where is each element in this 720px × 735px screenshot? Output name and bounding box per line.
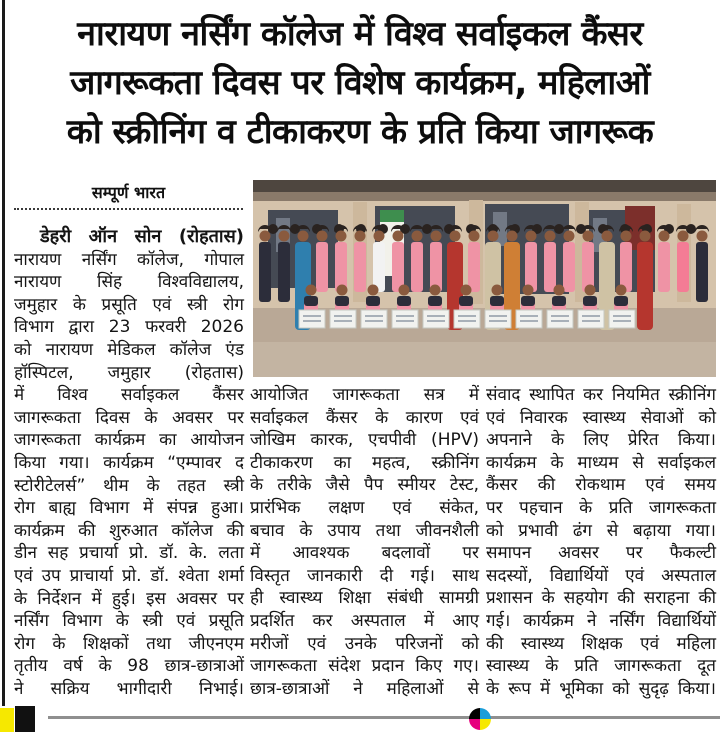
bottom-rule [48, 716, 720, 719]
body-line: टीकाकरण का महत्व, स्क्रीनिंग [250, 452, 479, 473]
body-line: डीन सह प्रचार्या प्रो. डॉ. के. लता [14, 543, 244, 564]
body-line: प्रशासन के सहयोग की सराहना की [486, 588, 716, 609]
print-mark-yellow [0, 708, 14, 732]
dateline: डेहरी ऑन सोन (रोहतास) [40, 226, 244, 247]
headline-line: जागरूकता दिवस पर विशेष कार्यक्रम, महिलाओं [70, 63, 650, 103]
body-line: जागरूकता संदेश प्रदान किए गए। [250, 656, 479, 677]
body-line: छात्र-छात्राओं ने महिलाओं से [250, 678, 479, 699]
article-column-left-lines [14, 249, 244, 701]
body-line: हॉस्पिटल, जमुहार (रोहतास) [14, 362, 244, 383]
body-line: के निर्देशन में हुई। इस अवसर पर [14, 588, 244, 609]
body-line: नारायण नर्सिंग कॉलेज, गोपाल [14, 249, 244, 270]
body-line: जोखिम कारक, एचपीवी (HPV) [250, 430, 479, 451]
article-column-right [486, 384, 716, 700]
body-line: ही स्वास्थ्य शिक्षा संबंधी सामग्री [250, 588, 479, 609]
body-line: के रूप में भूमिका को सुदृढ़ किया। [486, 678, 716, 699]
article-column-left [14, 226, 244, 700]
body-line: प्रदर्शित कर अस्पताल में आए [250, 610, 479, 631]
headline-line: नारायण नर्सिंग कॉलेज में विश्व सर्वाइकल कैंसर [77, 14, 643, 54]
body-line: किया गया। कार्यक्रम “एम्पावर द [14, 452, 244, 473]
article-column-middle [250, 384, 479, 700]
body-line: जमुहार के प्रसूति एवं स्त्री रोग [14, 294, 244, 315]
body-line: एवं उप प्राचार्या प्रो. डॉ. श्वेता शर्मा [14, 565, 244, 586]
newspaper-name: सम्पूर्ण भारत [91, 183, 166, 202]
body-line: विभाग द्वारा 23 फरवरी 2026 [14, 317, 244, 338]
print-mark-black [15, 706, 35, 732]
body-line: कार्यक्रम के माध्यम से सर्वाइकल [486, 452, 716, 473]
body-line: गई। कार्यक्रम ने नर्सिंग विद्यार्थियों [486, 610, 716, 631]
body-line: के तरीके जैसे पैप स्मीयर टेस्ट, [250, 475, 479, 496]
body-line: को प्रभावी ढंग से बढ़ाया गया। [486, 520, 716, 541]
body-line: समापन अवसर पर फैकल्टी [486, 543, 716, 564]
body-line: नारायण सिंह विश्वविद्यालय, [14, 272, 244, 293]
article-photo [253, 180, 716, 377]
body-line: कैंसर की रोकथाम एवं समय [486, 475, 716, 496]
body-line: स्टोरीटेलर्स” थीम के तहत स्त्री [14, 475, 244, 496]
body-line: अपनाने के लिए प्रेरित किया। [486, 430, 716, 451]
body-line: नर्सिंग विभाग के स्त्री एवं प्रसूति [14, 611, 244, 632]
body-line: स्वास्थ्य के प्रति जागरूकता दूत [486, 656, 716, 677]
headline-line: को स्क्रीनिंग व टीकाकरण के प्रति किया जागरूक [66, 112, 654, 152]
body-line: सर्वाइकल कैंसर के कारण एवं [250, 407, 479, 428]
article-headline [8, 10, 712, 157]
body-line: एवं निवारक स्वास्थ्य सेवाओं को [486, 407, 716, 428]
body-line: की स्वास्थ्य शिक्षक एवं महिला [486, 633, 716, 654]
page-edge-rule [2, 0, 5, 706]
body-line: में विश्व सर्वाइकल कैंसर [14, 385, 244, 406]
body-line: जागरूकता कार्यक्रम का आयोजन [14, 430, 244, 451]
byline-separator [14, 196, 243, 210]
body-line: तृतीय वर्ष के 98 छात्र-छात्राओं [14, 656, 244, 677]
body-line: बचाव के उपाय तथा जीवनशैली [250, 520, 479, 541]
body-line: मरीजों एवं उनके परिजनों को [250, 633, 479, 654]
body-line: सदस्यों, विद्यार्थियों एवं अस्पताल [486, 565, 716, 586]
body-line: प्रारंभिक लक्षण एवं संकेत, [250, 497, 479, 518]
body-line: पर पहचान के प्रति जागरूकता [486, 497, 716, 518]
cmyk-registration-mark [469, 708, 491, 730]
body-line: आयोजित जागरूकता सत्र में [250, 385, 479, 405]
body-line: रोग के शिक्षकों तथा जीएनएम [14, 633, 244, 654]
body-line: संवाद स्थापित कर नियमित स्क्रीनिंग [486, 385, 716, 405]
body-line: ने सक्रिय भागीदारी निभाई। [14, 678, 244, 699]
body-line: को नारायण मेडिकल कॉलेज एंड [14, 339, 244, 360]
body-line: रोग बाह्य विभाग में संपन्न हुआ। [14, 498, 244, 519]
body-line: जागरूकता दिवस के अवसर पर [14, 407, 244, 428]
body-line: विस्तृत जानकारी दी गई। साथ [250, 565, 479, 586]
body-line: में आवश्यक बदलावों पर [250, 543, 479, 564]
body-line: कार्यक्रम की शुरुआत कॉलेज की [14, 520, 244, 541]
